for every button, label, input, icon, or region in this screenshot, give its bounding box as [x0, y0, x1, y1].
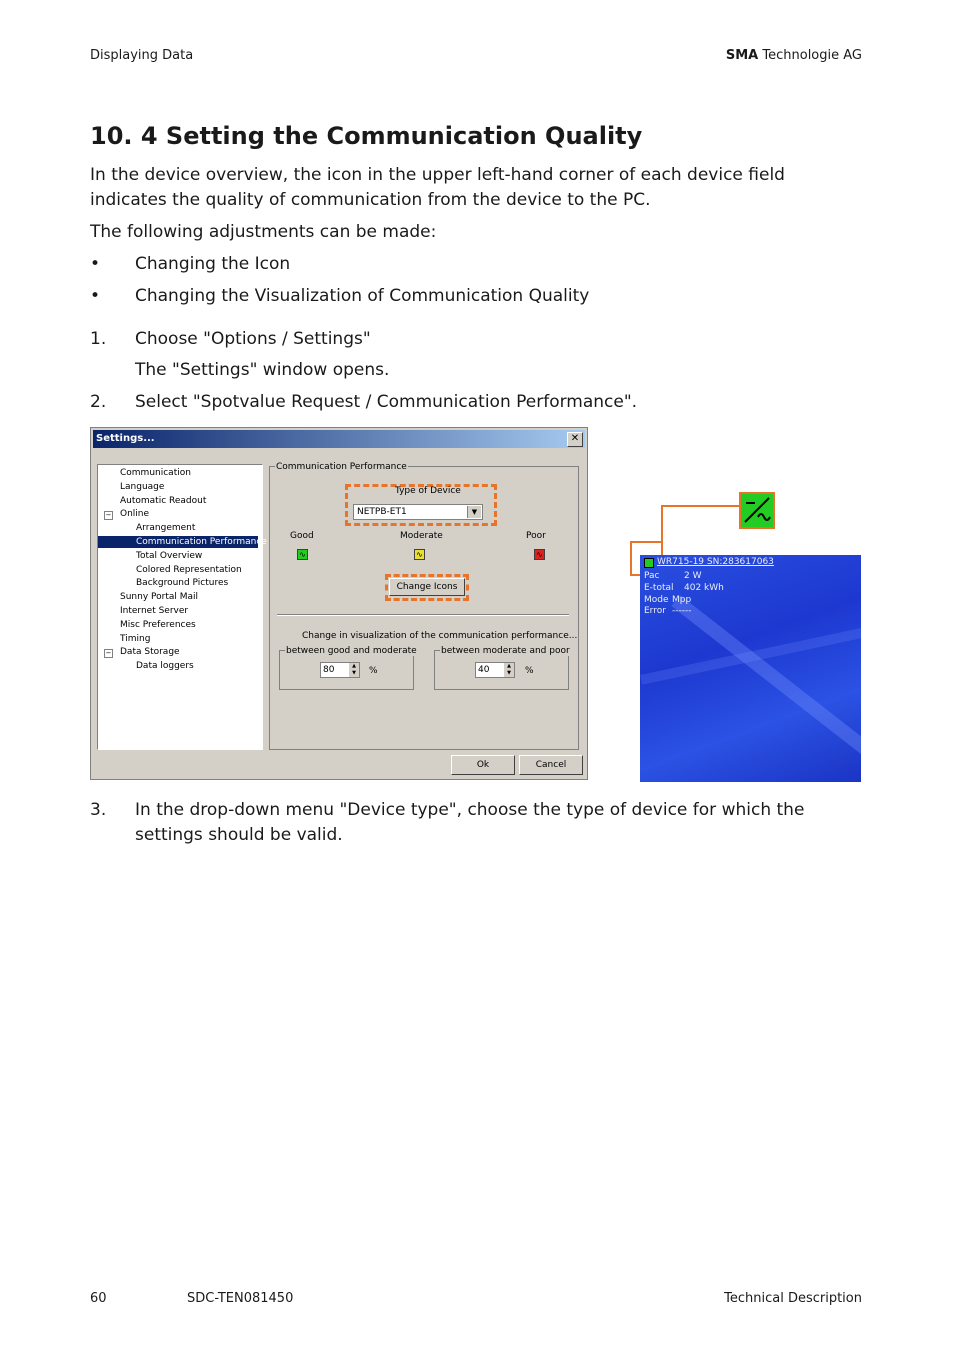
- page-number: 60: [90, 1291, 107, 1306]
- step-number: 3.: [90, 800, 107, 820]
- group-moderate-poor-label: between moderate and poor: [441, 646, 570, 656]
- device-type-value: NETPB-ET1: [357, 507, 407, 517]
- tree-item-automatic-readout[interactable]: Automatic Readout: [120, 496, 207, 506]
- good-status-icon: ∿: [297, 549, 308, 560]
- step-text: Select "Spotvalue Request / Communication Performance".: [135, 392, 638, 412]
- tree-item-background-pictures[interactable]: Background Pictures: [136, 578, 229, 588]
- mode-value: Mpp: [672, 595, 692, 605]
- moderate-label: Moderate: [400, 531, 443, 541]
- threshold-good-moderate-value: 80: [323, 665, 335, 675]
- change-visualization-text: Change in visualization of the communication performance...: [302, 631, 578, 641]
- change-icons-button[interactable]: Change Icons: [389, 578, 465, 596]
- bullet-item: Changing the Icon: [135, 254, 291, 274]
- etotal-label: E-total: [644, 583, 674, 593]
- mode-label: Mode: [644, 595, 669, 605]
- cancel-button[interactable]: Cancel: [519, 755, 583, 775]
- bullet-dot: •: [90, 254, 101, 274]
- intro-paragraph: In the device overview, the icon in the upper left-hand corner of each device field indicates the quality of communication from the device to the PC.: [90, 165, 785, 210]
- bullet-item: Changing the Visualization of Communication Quality: [135, 286, 590, 306]
- separator: [277, 614, 569, 616]
- percent-label: %: [369, 666, 378, 676]
- dialog-titlebar: [93, 430, 585, 448]
- step-subtext: The "Settings" window opens.: [135, 360, 390, 380]
- device-overview-screen: [640, 555, 861, 782]
- threshold-moderate-poor-input[interactable]: [475, 662, 515, 678]
- dropdown-arrow-icon[interactable]: ▼: [467, 506, 481, 518]
- step-text: Choose "Options / Settings": [135, 329, 371, 349]
- document-code: SDC-TEN081450: [187, 1291, 294, 1306]
- device-type-select[interactable]: [353, 504, 483, 520]
- step-text: In the drop-down menu "Device type", choose the type of device for which the settings should be valid.: [135, 800, 805, 845]
- background-stripe: [671, 595, 861, 766]
- device-name-link[interactable]: WR715-19 SN:283617063: [657, 557, 774, 567]
- inverter-icon: [741, 494, 773, 527]
- brand-name: SMA: [725, 48, 759, 63]
- moderate-status-icon: ∿: [414, 549, 425, 560]
- poor-status-icon: ∿: [534, 549, 545, 560]
- error-label: Error: [644, 606, 666, 616]
- close-button[interactable]: ✕: [567, 432, 583, 447]
- running-header-right: [726, 48, 862, 63]
- tree-item-misc-preferences[interactable]: Misc Preferences: [120, 620, 196, 630]
- spin-arrows-icon[interactable]: ▲ ▼: [349, 663, 359, 677]
- tree-item-total-overview[interactable]: Total Overview: [136, 551, 203, 561]
- running-header-left: Displaying Data: [90, 48, 194, 63]
- step-number: 1.: [90, 329, 107, 349]
- bullet-dot: •: [90, 286, 101, 306]
- tree-item-language[interactable]: Language: [120, 482, 165, 492]
- enlarged-status-icon: [739, 492, 775, 529]
- tree-item-communication-performance[interactable]: Communication Performance: [98, 536, 258, 548]
- tree-item-arrangement[interactable]: Arrangement: [136, 523, 196, 533]
- collapse-icon[interactable]: −: [105, 649, 112, 657]
- tree-item-communication[interactable]: Communication: [120, 468, 191, 478]
- tree-item-internet-server[interactable]: Internet Server: [120, 606, 189, 616]
- background-stripe: [640, 621, 861, 685]
- settings-tree[interactable]: [97, 464, 267, 750]
- brand-suffix: Technologie AG: [758, 48, 862, 63]
- tree-item-sunny-portal-mail[interactable]: Sunny Portal Mail: [120, 592, 199, 602]
- section-heading: 10. 4 Setting the Communication Quality: [90, 122, 643, 150]
- ok-button[interactable]: Ok: [451, 755, 515, 775]
- settings-dialog: [90, 427, 588, 780]
- collapse-icon[interactable]: −: [105, 511, 112, 519]
- poor-label: Poor: [526, 531, 546, 541]
- threshold-moderate-poor-value: 40: [478, 665, 490, 675]
- status-icon[interactable]: [644, 558, 654, 568]
- step-number: 2.: [90, 392, 107, 412]
- pac-value: 2 W: [684, 571, 702, 581]
- panel-title: Communication Performance: [276, 462, 407, 472]
- tree-item-data-loggers[interactable]: Data loggers: [136, 661, 194, 671]
- footer-right: Technical Description: [724, 1291, 862, 1306]
- tree-item-data-storage[interactable]: Data Storage: [120, 647, 180, 657]
- tree-item-colored-representation[interactable]: Colored Representation: [136, 565, 242, 575]
- tree-item-timing[interactable]: Timing: [120, 634, 151, 644]
- type-of-device-label: Type of Device: [395, 486, 461, 496]
- group-good-moderate-label: between good and moderate: [286, 646, 417, 656]
- good-label: Good: [290, 531, 314, 541]
- dialog-title: Settings...: [96, 433, 155, 444]
- threshold-good-moderate-input[interactable]: [320, 662, 360, 678]
- etotal-value: 402 kWh: [684, 583, 724, 593]
- error-value: ------: [672, 606, 692, 616]
- percent-label: %: [525, 666, 534, 676]
- pac-label: Pac: [644, 571, 660, 581]
- spin-arrows-icon[interactable]: ▲ ▼: [504, 663, 514, 677]
- tree-item-online[interactable]: Online: [120, 509, 150, 519]
- adjust-text: The following adjustments can be made:: [90, 222, 437, 242]
